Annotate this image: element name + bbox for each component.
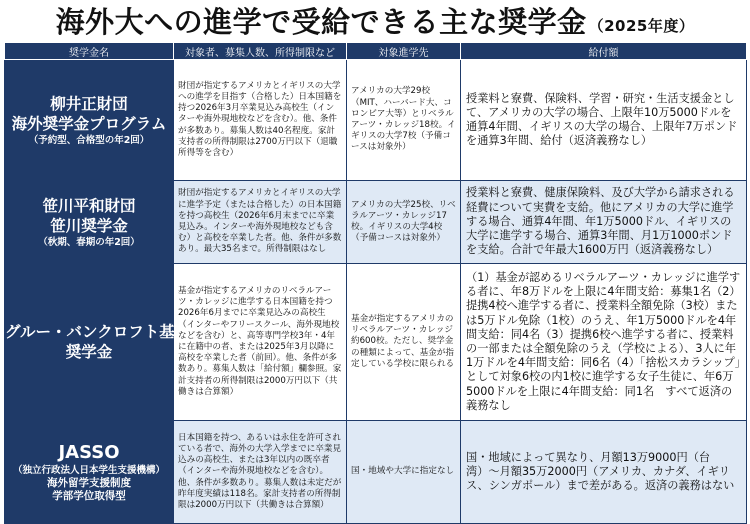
- scholarship-name-line: 笹川平和財団: [42, 196, 136, 215]
- scholarship-name-line: 奨学金: [65, 343, 113, 361]
- scholarship-name-line: JASSO: [58, 441, 120, 463]
- scholarship-subtitle: 海外留学支援制度: [47, 476, 131, 489]
- header-name: 奨学金名: [5, 43, 174, 60]
- amount-cell: （1）基金が認めるリベラルアーツ・カレッジに進学する者に、年8万ドルを上限に4年間支給：募集1名（2）提携4校へ進学する者に、授業料全額免除（3校）または5万ドル免除（1校）のうえ、年1万5000ドルを4年間支給：同4名（3）提携6校へ進学する者に、授業料の一部または全額免除のうえ（学校による）、3人に年1万ドルを4年間支給：同6名（4）「捨松スカラシップ」として対象6校の内1校に進学する女子生徒に、年6万5000ドルを上限に4年間支給：同1名 すべて返済の義務なし: [461, 264, 747, 421]
- conditions-cell: 基金が指定するアメリカのリベラルアーツ・カレッジに進学する日本国籍を持つ2026年6月までに卒業見込みの高校生（インターやフリースクール、海外現地校などを含む）と、高等専門学校3年・4年に在籍中の者、または2025年3月以降に高校を卒業した者（前回）。他、条件が多数あり。募集人数は「給付額」欄参照。家計支持者の所得制限は2000万円以下（共働きは合算額）: [174, 264, 347, 421]
- amount-cell: 国・地域によって異なり、月額13万9000円（台湾）〜月額35万2000円（アメリカ、カナダ、イギリス、シンガポール）まで差がある。返済の義務はない: [461, 421, 747, 524]
- target-cell: 基金が指定するアメリカのリベラルアーツ・カレッジ約600校。ただし、奨学金の種類によって、基金が指定している学校に限られる: [347, 264, 461, 421]
- header-amount: 給付額: [461, 43, 747, 60]
- conditions-cell: 財団が指定するアメリカとイギリスの大学に進学予定（または合格した）の日本国籍を持つ高校生（2026年6月末までに卒業見込み。インターや海外現地校なども含む）と高校を卒業した者。他、条件が多数あり。最大35名まで。所得制限はなし: [174, 181, 347, 264]
- scholarship-name-cell: [5, 421, 174, 524]
- header-target: 対象進学先: [347, 43, 461, 60]
- table-row: [5, 60, 747, 181]
- conditions-cell: 日本国籍を持つ、あるいは永住を許可されている者で、海外の大学入学までに卒業見込みの高校生、または3年以内の既卒者（インターや海外現地校などを含む）。他、条件が多数あり。募集人数は未定だが昨年度実績は118名。家計支持者の所得制限は2000万円以下（共働きは合算額）: [174, 421, 347, 524]
- scholarship-name-line: 笹川奨学金: [50, 216, 128, 235]
- target-cell: アメリカの大学25校、リベラルアーツ・カレッジ17校。イギリスの大学4校（予備コースは対象外）: [347, 181, 461, 264]
- scholarship-name-cell: [5, 264, 191, 421]
- scholarship-subtitle: （秋期、春期の年2回）: [38, 236, 140, 248]
- scholarship-name-cell: [5, 181, 174, 264]
- page-title: [4, 0, 746, 40]
- title-main: 海外大への進学で受給できる主な奨学金: [55, 5, 587, 39]
- amount-cell: 授業料と寮費、健康保険料、及び大学から請求される経費について実費を支給。他にアメリカの大学に進学する場合、通算4年間、年1万5000ドル、イギリスの大学に進学する場合、通算3年間、月1万1000ポンドを支給。合計で年最大1600万円（返済義務なし）: [461, 181, 747, 264]
- header-conditions: 対象者、募集人数、所得制限など: [174, 43, 347, 60]
- conditions-cell: 財団が指定するアメリカとイギリスの大学への進学を目指す（合格した）日本国籍を持つ2026年3月卒業見込み高校生（インターや海外現地校などを含む）。他、条件が多数あり。募集人数は40名程度。家計支持者の所得制限は2700万円以下（退職所得等を含む）: [174, 60, 347, 181]
- table-row: [5, 181, 747, 264]
- scholarship-subtitle: （独立行政法人日本学生支援機構）: [12, 464, 165, 476]
- scholarship-name-cell: [5, 60, 174, 181]
- target-cell: 国・地域や大学に指定なし: [347, 421, 461, 524]
- scholarship-table: [4, 42, 747, 524]
- scholarship-subtitle: （予約型、合格型の年2回）: [28, 134, 150, 146]
- table-row: [5, 264, 747, 421]
- amount-cell: 授業料と寮費、保険料、学習・研究・生活支援金として、アメリカの大学の場合、上限年10万5000ドルを通算4年間、イギリスの大学の場合、上限年7万ポンドを通算3年間、給付（返済義務なし）: [461, 60, 747, 181]
- table-row: [5, 421, 747, 524]
- scholarship-name-line: 海外奨学金プログラム: [11, 114, 167, 133]
- scholarship-name-line: 柳井正財団: [50, 94, 128, 113]
- table-header-row: [5, 43, 747, 60]
- scholarship-name-line: グルー・バンクロフト基金: [5, 323, 191, 341]
- target-cell: アメリカの大学29校（MIT、ハーバード大、コロンビア大等）とリベラルアーツ・カレッジ18校。イギリスの大学7校（予備コースは対象外）: [347, 60, 461, 181]
- scholarship-subtitle: 学部学位取得型: [52, 489, 126, 502]
- title-year: （2025年度）: [588, 17, 695, 35]
